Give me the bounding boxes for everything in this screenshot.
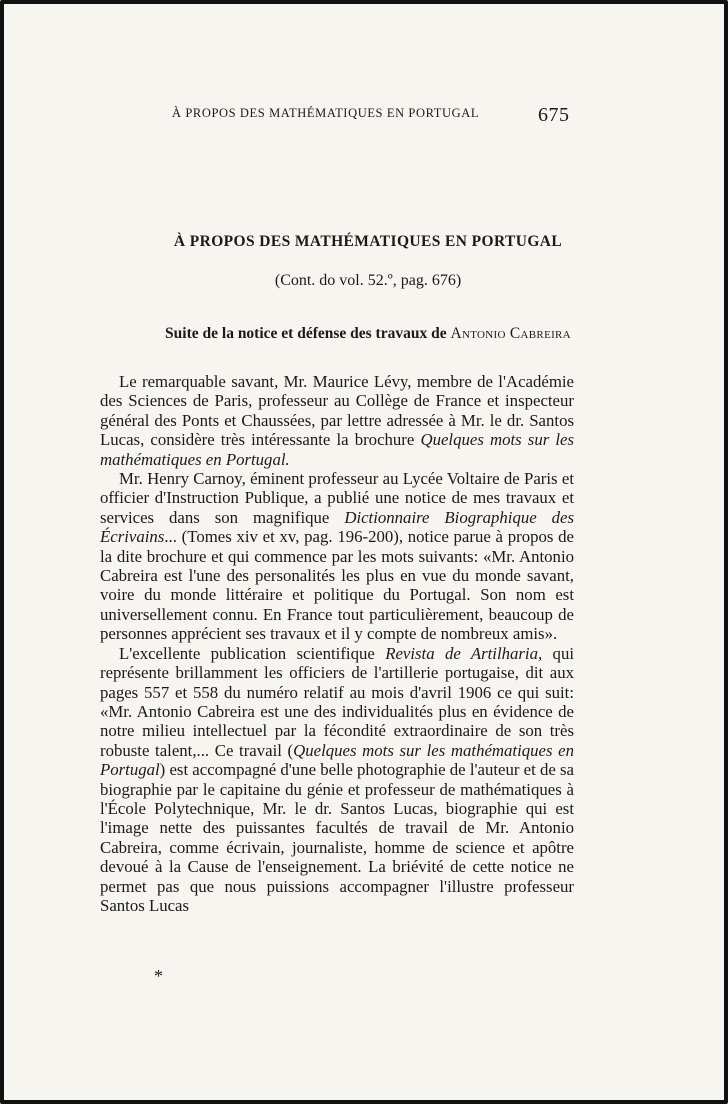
paragraph-3-text-b: qui représente brillamment les officiers de l'artillerie portugaise, dit aux pages 557 et 558 du numéro relatif au mois d'avril 1906 ce qui suit: «Mr. Antonio Cabreira est une des individualités plus en évidence de notre milieu intellectuel par la fécondité extraordinaire de son très robuste talent,... Ce travail ( — [100, 643, 575, 760]
section-subtitle — [4, 325, 728, 343]
continuation-note: (Cont. do vol. 52.º, pag. 676) — [274, 272, 462, 289]
paragraph-3-italic-1: Revista de Artilharia, — [385, 643, 543, 663]
paragraph-1-text: Le remarquable savant, Mr. Maurice Lévy, membre de l'Académie des Sciences de Paris, professeur au Collège de France et inspecteur général des Ponts et Chaussées, par lettre adressée à Mr. le dr. Santos Lucas, considère très intéressante la brochure — [100, 372, 574, 450]
paragraph-3-text-a: L'excellente publication scientifique — [119, 643, 386, 663]
page-number: 675 — [538, 104, 570, 126]
subtitle-text: Suite de la notice et défense des travaux de — [165, 325, 451, 342]
paragraph-3 — [100, 644, 574, 916]
paragraph-2-italic: Dictionnaire Biographique des Écrivains — [100, 507, 575, 547]
paragraph-2 — [100, 469, 574, 644]
paragraph-3-text-c: ) est accompagné d'une belle photographie de l'auteur et de sa biographie par le capitaine du génie et professeur de mathématiques à l'École Polytechnique, Mr. le dr. Santos Lucas, biographie qui est l'image nette des puissantes facultés de travail de Mr. Antonio Cabreira, comme écrivain, journaliste, homme de science et apôtre devoué à la Cause de l'enseignement. La briévité de cette notice ne permet pas que nous puissions accompagner l'illustre professeur Santos Lucas — [100, 760, 574, 915]
paragraph-2-text-a: Mr. Henry Carnoy, éminent professeur au Lycée Voltaire de Paris et officier d'Instruction Publique, a publié une notice de mes travaux et services dans son magnifique — [100, 469, 574, 527]
paragraph-2-text-b: ... (Tomes xiv et xv, pag. 196-200), notice parue à propos de la dite brochure et qui commence par les mots suivants: «Mr. Antonio Cabreira est l'une des personalités les plus en vue du monde savant, voire du monde littéraire et politique du Portugal. Son nom est universellement connu. En France tout particulièrement, beaucoup de personnes apprécient ses travaux et il y compte de nombreux amis». — [100, 527, 574, 644]
running-head: À PROPOS DES MATHÉMATIQUES EN PORTUGAL — [172, 106, 480, 120]
paragraph-3-italic-2: Quelques mots sur les mathématiques en Portugal — [100, 740, 574, 780]
paragraph-1 — [100, 372, 574, 469]
signature-mark: * — [154, 966, 163, 986]
article-title: À PROPOS DES MATHÉMATIQUES EN PORTUGAL — [173, 232, 563, 251]
body-text — [100, 372, 574, 915]
paragraph-1-italic: Quelques mots sur les mathématiques en Portugal. — [100, 430, 575, 469]
subtitle-author: Antonio Cabreira — [450, 325, 571, 342]
